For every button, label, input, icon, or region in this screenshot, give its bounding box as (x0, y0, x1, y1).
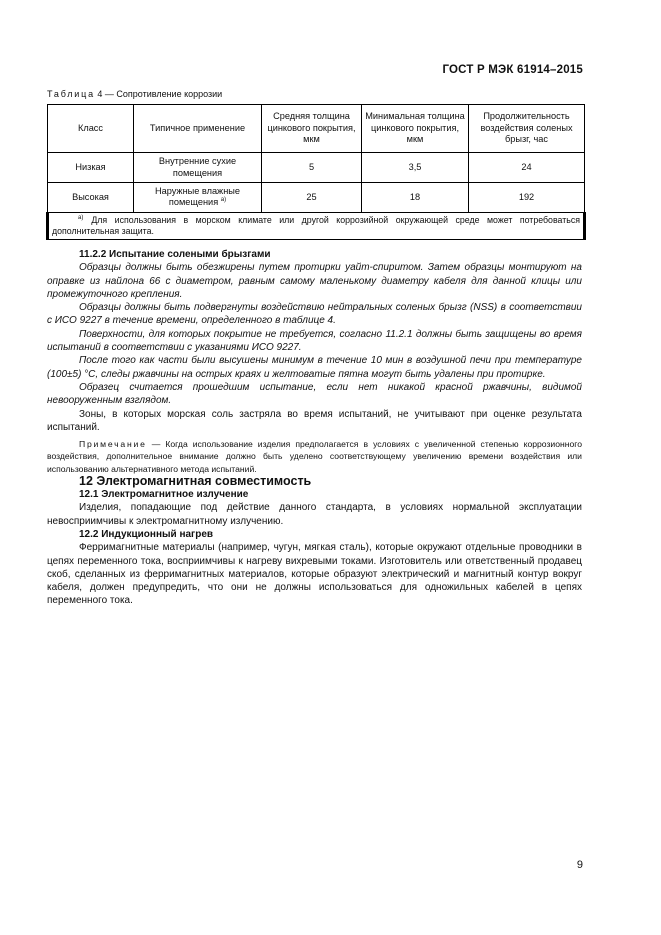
heading-11-2-2: 11.2.2 Испытание солеными брызгами (79, 249, 271, 260)
footnote-ref: а) (220, 197, 227, 204)
paragraph: Образцы должны быть подвергнуты воздействию нейтральных соленых брызг (NSS) в соответствии с ИСО 9227 в течение времени, определенного в таблице 4. (47, 302, 582, 327)
cell-min-thickness: 3,5 (362, 153, 469, 183)
cell-class: Низкая (48, 153, 134, 183)
table-caption-title: 4 — Сопротивление коррозии (94, 89, 223, 99)
note-text: — Когда использование изделия предполагается в условиях с увеличенной степенью коррозионного воздействия, дополнительное внимание должно быть уделено соответствующему увеличению времени воздействия или использованию альтернативного метода испытаний. (47, 439, 582, 474)
table-caption (47, 89, 222, 99)
cell-application-text: Внутренние сухие помещения (158, 156, 237, 178)
heading-12: 12 Электромагнитная совместимость (79, 473, 312, 488)
cell-application (134, 183, 262, 213)
cell-min-thickness: 18 (362, 183, 469, 213)
cell-application-text: Наружные влажные помещения (154, 185, 240, 208)
header-min-thickness: Минимальная толщина цинкового покрытия, мкм (362, 105, 469, 153)
header-class: Класс (48, 105, 134, 153)
table-row (48, 183, 585, 213)
cell-application (134, 153, 262, 183)
note (47, 438, 582, 475)
paragraph: Зоны, в которых морская соль застряла во время испытаний, не учитывают при оценке результата испытаний. (47, 408, 582, 433)
heading-12-1: 12.1 Электромагнитное излучение (79, 489, 249, 501)
header-avg-thickness: Средняя толщина цинкового покрытия, мкм (262, 105, 362, 153)
cell-duration: 192 (469, 183, 585, 213)
page-number: 9 (576, 859, 583, 871)
cell-class: Высокая (48, 183, 134, 213)
standard-designation: ГОСТ Р МЭК 61914–2015 (442, 64, 583, 76)
table-header-row (48, 105, 585, 153)
heading-12-2: 12.2 Индукционный нагрев (79, 528, 214, 540)
footnote-mark: а) (78, 214, 84, 221)
paragraph: Изделия, попадающие под действие данного стандарта, в условиях нормальной эксплуатации невосприимчивы к электромагнитному излучению. (47, 502, 582, 527)
header-application: Типичное применение (134, 105, 262, 153)
paragraph: Поверхности, для которых покрытие не требуется, согласно 11.2.1 должны быть защищены во время испытаний в соответствии с указаниями ИСО 9227. (47, 328, 582, 354)
table-row (48, 153, 585, 183)
cell-avg-thickness: 25 (262, 183, 362, 213)
paragraph: Ферримагнитные материалы (например, чугун, мягкая сталь), которые окружают отдельные проводники в цепях переменного тока, восприимчивы к нагреву вихревыми токами. Изготовитель или ответственный продавец скоб, сделанных из ферримагнитных материалов, которые образуют электрический и магнитный контур вокруг кабеля, должен предупредить, что они не должны использоваться для одножильных кабелей в цепях переменного тока. (47, 542, 582, 607)
header-duration: Продолжительность воздействия соленых брызг, час (469, 105, 585, 153)
paragraph: Образцы должны быть обезжирены путем протирки уайт-спиритом. Затем образцы монтируют на оправке из найлона 66 с диаметром, равным самому маленькому диаметру кабеля для данной клицы или промежуточного крепления. (47, 262, 582, 300)
body-text (47, 248, 582, 608)
corrosion-resistance-table (46, 104, 586, 240)
table-caption-prefix: Таблица (47, 89, 95, 99)
table-footnote-row (48, 213, 585, 240)
cell-duration: 24 (469, 153, 585, 183)
paragraph: Образец считается прошедшим испытание, если нет никакой красной ржавчины, видимой невооруженным взглядом. (47, 381, 582, 407)
table-footnote (48, 213, 585, 240)
note-label: Примечание (79, 439, 147, 450)
paragraph: После того как части были высушены минимум в течение 10 мин в воздушной печи при температуре (100±5) °С, следы ржавчины на острых краях и желтоватые пятна могут быть удалены при протирке. (47, 355, 582, 380)
cell-avg-thickness: 5 (262, 153, 362, 183)
footnote-text: Для использования в морском климате или другой коррозийной окружающей среде может потребоваться дополнительная защита. (52, 214, 580, 236)
